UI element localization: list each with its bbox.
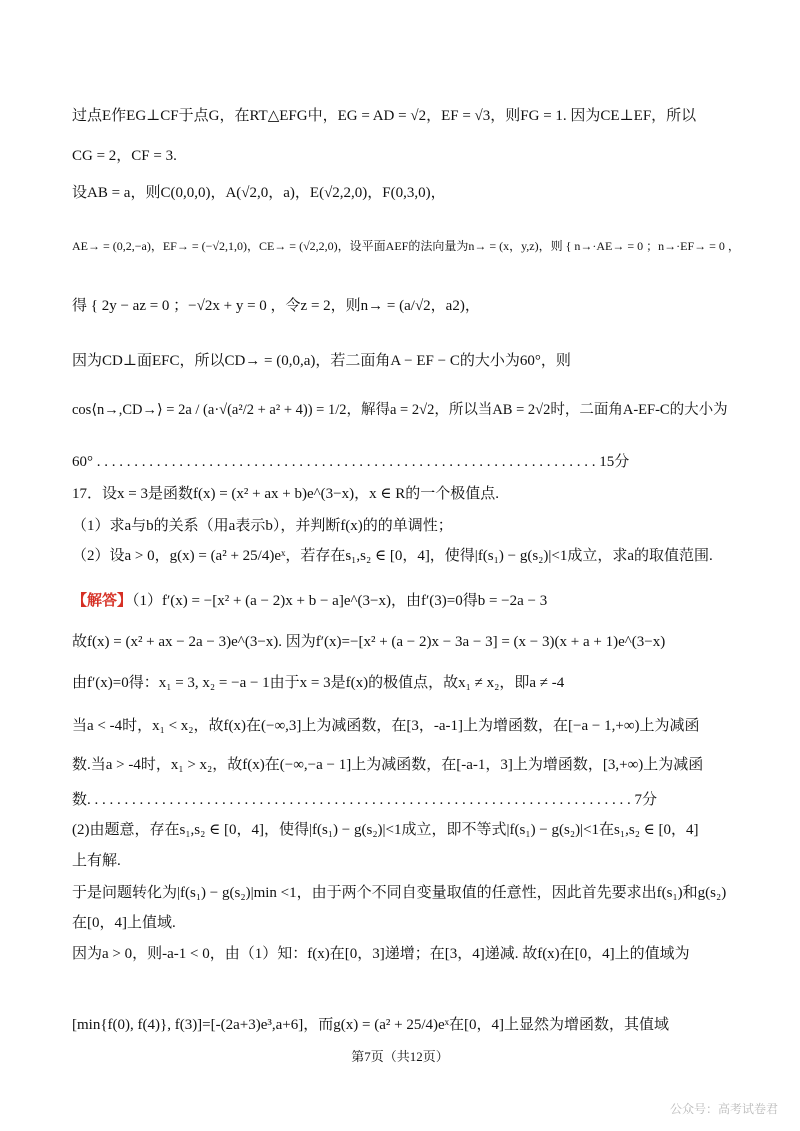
text-line — [72, 236, 740, 256]
line-text: AE→ = (0,2,−a)，EF→ = (−√2,1,0)，CE→ = (√2,2,0)，设平面AEF的法向量为n→ = (x，y,z)，则 { n→·AE→ = 0 ；n→·EF→ = 0 ， — [72, 239, 740, 253]
text-line — [72, 851, 740, 871]
line-text: 数. . . . . . . . . . . . . . . . . . . . . . . . . . . . . . . . . . . . . . . . . . . . . . . . . . . . . . . . . . . . . . . . . . . . . . . . . 7分 — [72, 792, 658, 808]
text-line — [72, 146, 740, 166]
text-line — [72, 913, 740, 933]
line-text: 数.当a > -4时，x₁ > x₂，故f(x)在(−∞,−a − 1]上为减函数，在[-a-1，3]上为增函数，[3,+∞)上为减函 — [72, 757, 704, 773]
text-line — [72, 351, 740, 371]
line-text: 过点E作EG⊥CF于点G，在RT△EFG中，EG = AD = √2，EF = √3，则FG = 1. 因为CE⊥EF，所以 — [72, 108, 697, 124]
line-text: 当a < -4时，x₁ < x₂，故f(x)在(−∞,3]上为减函数，在[3，-a-1]上为增函数，在[−a − 1,+∞)上为减函 — [72, 718, 700, 734]
text-line — [72, 591, 740, 611]
watermark: 公众号：高考试卷君 — [669, 1102, 778, 1116]
text-line — [72, 296, 740, 316]
line-text: （1）求a与b的关系（用a表示b），并判断f(x)的的单调性； — [72, 518, 453, 534]
line-text: 在[0，4]上值域. — [72, 915, 176, 931]
text-line — [72, 716, 740, 736]
line-text: 设AB = a，则C(0,0,0)，A(√2,0，a)，E(√2,2,0)，F(0,3,0)， — [72, 185, 446, 201]
text-line — [72, 755, 740, 775]
text-line — [72, 632, 740, 652]
line-text: 于是问题转化为|f(s₁) − g(s₂)|min <1，由于两个不同自变量取值的任意性，因此首先要求出f(s₁)和g(s₂) — [72, 885, 727, 901]
line-text: 60° . . . . . . . . . . . . . . . . . . . . . . . . . . . . . . . . . . . . . . . . . . . . . . . . . . . . . . . . . . . . . . . . . . . 15分 — [72, 454, 630, 470]
text-line — [72, 944, 740, 964]
line-text: 得 { 2y − az = 0 ；−√2x + y = 0 ，令z = 2，则n→ = (a/√2，a2)， — [72, 298, 480, 314]
text-line — [72, 516, 740, 536]
line-text: (2)由题意，存在s₁,s₂ ∈ [0，4]，使得|f(s₁) − g(s₂)|<1成立，即不等式|f(s₁) − g(s₂)|<1在s₁,s₂ ∈ [0，4] — [72, 822, 699, 838]
line-text: CG = 2，CF = 3. — [72, 148, 177, 164]
answer-tag: 【解答】 — [72, 593, 133, 609]
line-text: （1）f′(x) = −[x² + (a − 2)x + b − a]e^(3−x)，由f′(3)=0得b = −2a − 3 — [132, 593, 548, 609]
text-line — [72, 1015, 740, 1035]
text-line — [72, 183, 740, 203]
line-text: 由f′(x)=0得：x₁ = 3, x₂ = −a − 1由于x = 3是f(x)的极值点，故x₁ ≠ x₂，即a ≠ -4 — [72, 675, 565, 691]
line-text: [min{f(0), f(4)}, f(3)]=[-(2a+3)e³,a+6]，而g(x) = (a² + 25/4)eˣ在[0，4]上显然为增函数，其值域 — [72, 1017, 669, 1033]
line-text: 17．设x = 3是函数f(x) = (x² + ax + b)e^(3−x)，x ∈ R的一个极值点. — [72, 486, 499, 502]
line-text: 故f(x) = (x² + ax − 2a − 3)e^(3−x). 因为f′(x)=−[x² + (a − 2)x − 3a − 3] = (x − 3)(x + a + 1)e^(3−x) — [72, 634, 666, 650]
line-text: cos⟨n→,CD→⟩ = 2a / (a·√(a²/2 + a² + 4)) = 1/2，解得a = 2√2，所以当AB = 2√2时，二面角A-EF-C的大小为 — [72, 402, 728, 418]
text-line — [72, 546, 740, 566]
text-line — [72, 820, 740, 840]
text-line — [72, 484, 740, 504]
line-text: 因为CD⊥面EFC，所以CD→ = (0,0,a)，若二面角A − EF − C的大小为60°，则 — [72, 353, 571, 369]
text-line — [72, 452, 740, 472]
page-number: 第7页（共12页） — [351, 1049, 449, 1064]
text-line — [72, 790, 740, 810]
text-line — [72, 106, 740, 126]
line-text: 上有解. — [72, 853, 121, 869]
text-line — [72, 400, 740, 420]
text-line — [72, 673, 740, 693]
line-text: 因为a > 0，则-a-1 < 0，由（1）知：f(x)在[0，3]递增；在[3，4]递减. 故f(x)在[0，4]上的值域为 — [72, 946, 690, 962]
text-line — [72, 883, 740, 903]
line-text: （2）设a > 0，g(x) = (a² + 25/4)eˣ，若存在s₁,s₂ ∈ [0，4]，使得|f(s₁) − g(s₂)|<1成立，求a的取值范围. — [72, 548, 713, 564]
